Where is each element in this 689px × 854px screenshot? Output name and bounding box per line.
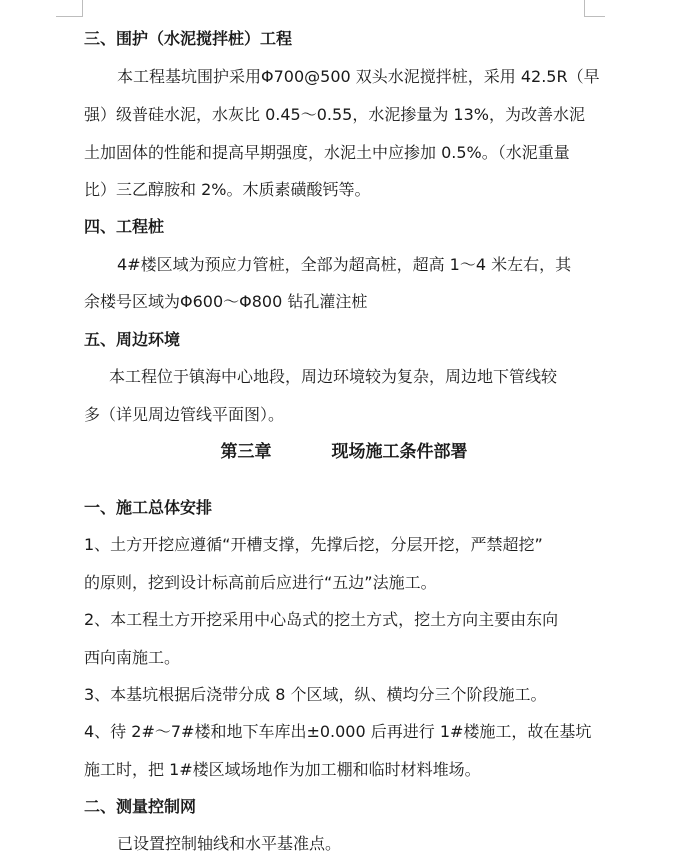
paragraph-line: 本工程位于镇海中心地段，周边环境较为复杂，周边地下管线较 (109, 367, 558, 386)
list-item-line: 2、本工程土方开挖采用中心岛式的挖土方式，挖土方向主要由东向 (84, 610, 559, 629)
paragraph-line: 强）级普硅水泥，水灰比 0.45～0.55，水泥掺量为 13%，为改善水泥 (84, 105, 585, 124)
paragraph-line: 比）三乙醇胺和 2%。木质素磺酸钙等。 (84, 180, 371, 199)
paragraph-line: 余楼号区域为Φ600～Φ800 钻孔灌注桩 (84, 292, 368, 311)
section-heading-environment: 五、周边环境 (84, 330, 181, 349)
chapter-title: 现场施工条件部署 (331, 442, 468, 462)
section-heading-survey-control: 二、测量控制网 (84, 797, 197, 816)
paragraph-line: 4#楼区域为预应力管桩，全部为超高桩，超高 1～4 米左右，其 (117, 255, 572, 274)
list-item-line: 施工时，把 1#楼区域场地作为加工棚和临时材料堆场。 (84, 760, 481, 779)
paragraph-line: 本工程基坑围护采用Φ700@500 双头水泥搅拌桩，采用 42.5R（早 (117, 67, 600, 86)
margin-corner-mark-left (56, 0, 83, 17)
list-item-line: 的原则，挖到设计标高前后应进行“五边”法施工。 (84, 573, 437, 592)
section-heading-enclosure: 三、围护（水泥搅拌桩）工程 (84, 29, 293, 48)
list-item-line: 3、本基坑根据后浇带分成 8 个区域，纵、横均分三个阶段施工。 (84, 685, 547, 704)
list-item-line: 4、待 2#～7#楼和地下车库出±0.000 后再进行 1#楼施工，故在基坑 (84, 722, 592, 741)
paragraph-line: 土加固体的性能和提高早期强度，水泥土中应掺加 0.5%。（水泥重量 (84, 143, 570, 162)
paragraph-line: 多（详见周边管线平面图）。 (84, 405, 285, 424)
section-heading-overall-plan: 一、施工总体安排 (84, 498, 213, 517)
chapter-heading (84, 441, 604, 463)
list-item-line: 西向南施工。 (84, 648, 181, 667)
section-heading-piles: 四、工程桩 (84, 217, 165, 236)
chapter-number: 第三章 (220, 442, 272, 462)
list-item-line: 1、土方开挖应遵循“开槽支撑，先撑后挖，分层开挖，严禁超挖” (84, 535, 543, 554)
paragraph-line: 已设置控制轴线和水平基准点。 (117, 834, 342, 853)
margin-corner-mark-right (584, 0, 605, 17)
